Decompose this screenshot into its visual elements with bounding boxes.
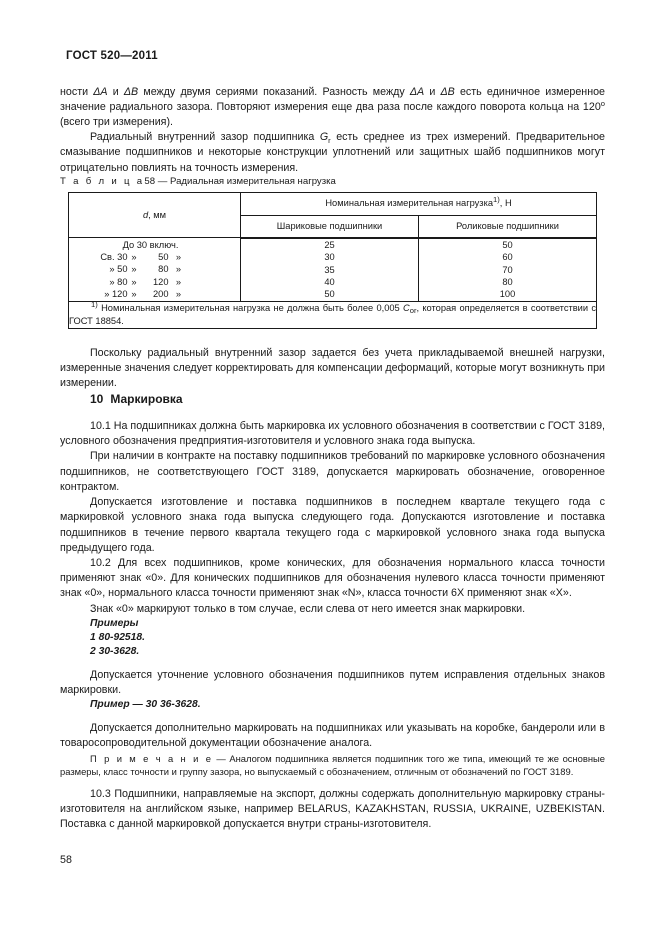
range-row-4 [96,288,214,300]
table-caption-dash: — [157,175,168,187]
paragraph-continuation [60,85,605,131]
note-text: Аналогом подшипника является подшипник того же типа, имеющий те же основные размеры, класс точности и группу зазора, но выпускаемый с обозначением, отличным от обозначений по ГОСТ 3189. [60,752,605,777]
paragraph-10-2: 10.2 Для всех подшипников, кроме конических, для обозначения нормального класса точности применяют знак «0». Для конических подшипников для обозначения нулевого класса точности применяют знак «0», нормального класса точности применяют знак «N», класса точности 6Х применяют знак «Х». [60,556,605,600]
range-3-g1: » [131,276,137,287]
footnote-marker: 1) [91,299,98,309]
header-cell-roller-bearings: Роликовые подшипники [419,215,597,238]
cell-roller-values [419,238,597,302]
range-2-g2: » [175,264,182,275]
table-body [69,238,597,329]
section-number: 10 [90,391,104,406]
example-single: Пример — 30 36-3628. [90,699,201,711]
roller-value-1: 60 [502,252,513,263]
note-dash: — [212,752,230,764]
paragraph-refine: Допускается уточнение условного обозначения подшипников путем исправления отдельных знаков маркировки. [60,668,605,696]
paragraph-radial-clearance [60,130,605,176]
para-text-d: и [424,85,441,98]
range-1-g1: » [131,252,137,263]
measuring-load-table [68,192,597,329]
example-item-2: 2 30-3628. [90,645,140,657]
range-row-0 [96,239,214,251]
paragraph-contract: При наличии в контракте на поставку подшипников требований по маркировке условного обозначения подшипников, не соответствующего ГОСТ 3189, допускается маркировать обозначение, оговоренное контрактом. [60,450,605,493]
gr-symbol: G [319,131,329,144]
examples-title: Примеры [90,617,139,629]
note-analog [60,752,605,778]
cell-ball-values [241,238,419,302]
paragraph-quarter: Допускается изготовление и поставка подшипников в последнем квартале текущего года с маркировкой условного знака года выпуска следующего года. Допускаются изготовление и поставка подшипников в течение первого квартала текущего года с маркировкой условного знака года выпуска предыдущего года. [60,496,605,554]
table-caption-title: Радиальная измерительная нагрузка [169,175,336,187]
range-1-v1: 50 [158,252,169,263]
diameter-range-list [96,239,214,301]
cor-symbol: C [403,302,410,313]
range-1-g2: » [175,252,182,263]
cor-subscript: or [409,306,417,316]
delta-b-symbol: ΔB [123,85,139,98]
footnote-text-b: , которая определяется в соответствии с ГОСТ 18854. [69,302,597,327]
page-number: 58 [60,854,72,866]
para2-text-a: Радиальный внутренний зазор подшипника [90,131,320,144]
ball-value-4: 50 [324,289,335,300]
range-row-3 [96,276,214,288]
range-0-prefix: До 30 включ. [122,239,179,250]
degree-symbol: о [600,98,605,108]
range-4-prefix: » 120 [104,289,128,300]
ball-value-2: 35 [324,264,335,275]
delta-a-symbol-2: ΔA [409,85,425,98]
example-item-1: 1 80-92518. [90,631,145,643]
table-head [69,192,597,238]
para-text-e: есть единичное измеренное значение радиального зазора. Повторяют измерения еще два раза после каждого поворота кольца на 120 [60,85,605,113]
note-label: П р и м е ч а н и е [90,752,213,764]
para2-text-b: есть среднее из трех измерений. Предварительное смазывание подшипников и некоторые конструкции уплотнений или защитных шайб подшипников могут отрицательно повлиять на точность измерения. [60,131,605,174]
table-row-group [69,238,597,302]
ball-value-3: 40 [324,277,335,288]
nominal-load-unit: , Н [499,197,512,208]
document-header: ГОСТ 520—2011 [66,50,158,62]
gr-subscript: r [328,135,331,145]
header-cell-ball-bearings: Шариковые подшипники [241,215,419,238]
table-header-row-1 [69,192,597,215]
ball-value-1: 30 [324,252,335,263]
diameter-unit: , мм [148,209,167,220]
roller-value-4: 100 [499,289,516,300]
para-text-a: ности [60,85,94,98]
range-4-g2: » [175,289,182,300]
range-2-prefix: » 50 [109,264,128,275]
delta-b-symbol-2: ΔB [440,85,455,98]
nominal-load-label: Номинальная измерительная нагрузка [325,197,494,208]
roller-value-3: 80 [502,277,513,288]
diameter-symbol: d [142,209,149,220]
paragraph-zero-sign: Знак «0» маркируют только в том случае, если слева от него имеется знак маркировки. [90,602,526,615]
para-text-f: (всего три измерения). [60,116,173,129]
ball-value-0: 25 [324,239,335,250]
header-cell-diameter [69,192,241,238]
table-caption-label: Т а б л и ц а [60,175,145,187]
range-2-v1: 80 [158,264,169,275]
para-text-c: между двумя сериями показаний. Разность между [138,85,410,98]
paragraph-after-table: Поскольку радиальный внутренний зазор задается без учета прикладываемой внешней нагрузки, измеренные значения следует корректировать для компенсации деформаций, которые могут возникнуть при измерении. [60,347,605,390]
section-title: Маркировка [110,391,183,406]
section-heading-marking [90,392,605,406]
range-4-v1: 200 [152,289,169,300]
range-row-1 [96,251,214,263]
range-3-g2: » [175,276,182,287]
range-3-prefix: » 80 [109,276,128,287]
range-4-g1: » [131,289,137,300]
cell-diameter-ranges [69,238,241,302]
range-row-2 [96,263,214,275]
table-caption [60,176,605,187]
roller-value-0: 50 [502,239,513,250]
roller-value-2: 70 [502,264,513,275]
range-1-prefix: Св. 30 [100,252,128,263]
footnote-body [69,299,597,328]
delta-a-symbol: ΔA [93,85,108,98]
table-caption-number: 58 [144,175,156,187]
table-footnote-row [69,301,597,328]
header-cell-nominal-load [241,192,597,215]
para-text-b: и [107,85,124,98]
footnote-text-a: Номинальная измерительная нагрузка не должна быть более 0,005 [97,302,404,313]
footnote-ref-1: 1) [493,194,500,204]
range-3-v1: 120 [152,276,169,287]
range-2-g1: » [131,264,137,275]
paragraph-10-1: 10.1 На подшипниках должна быть маркировка их условного обозначения в соответствии с ГОСТ 3189, условного обозначения предприятия-изготовителя и условного знака года выпуска. [60,420,605,448]
paragraph-10-3: 10.3 Подшипники, направляемые на экспорт, должны содержать дополнительную маркировку страны-изготовителя на английском языке, например BELARUS, KAZAKHSTAN, RUSSIA, UKRAINE, UZBEKISTAN. Поставка с данной маркировкой допускается внутри страны-изготовителя. [60,787,605,831]
cell-table-footnote [69,301,597,328]
paragraph-additional-marking: Допускается дополнительно маркировать на подшипниках или указывать на коробке, бандероли или в товаросопроводительной документации обозначение аналога. [60,722,605,750]
